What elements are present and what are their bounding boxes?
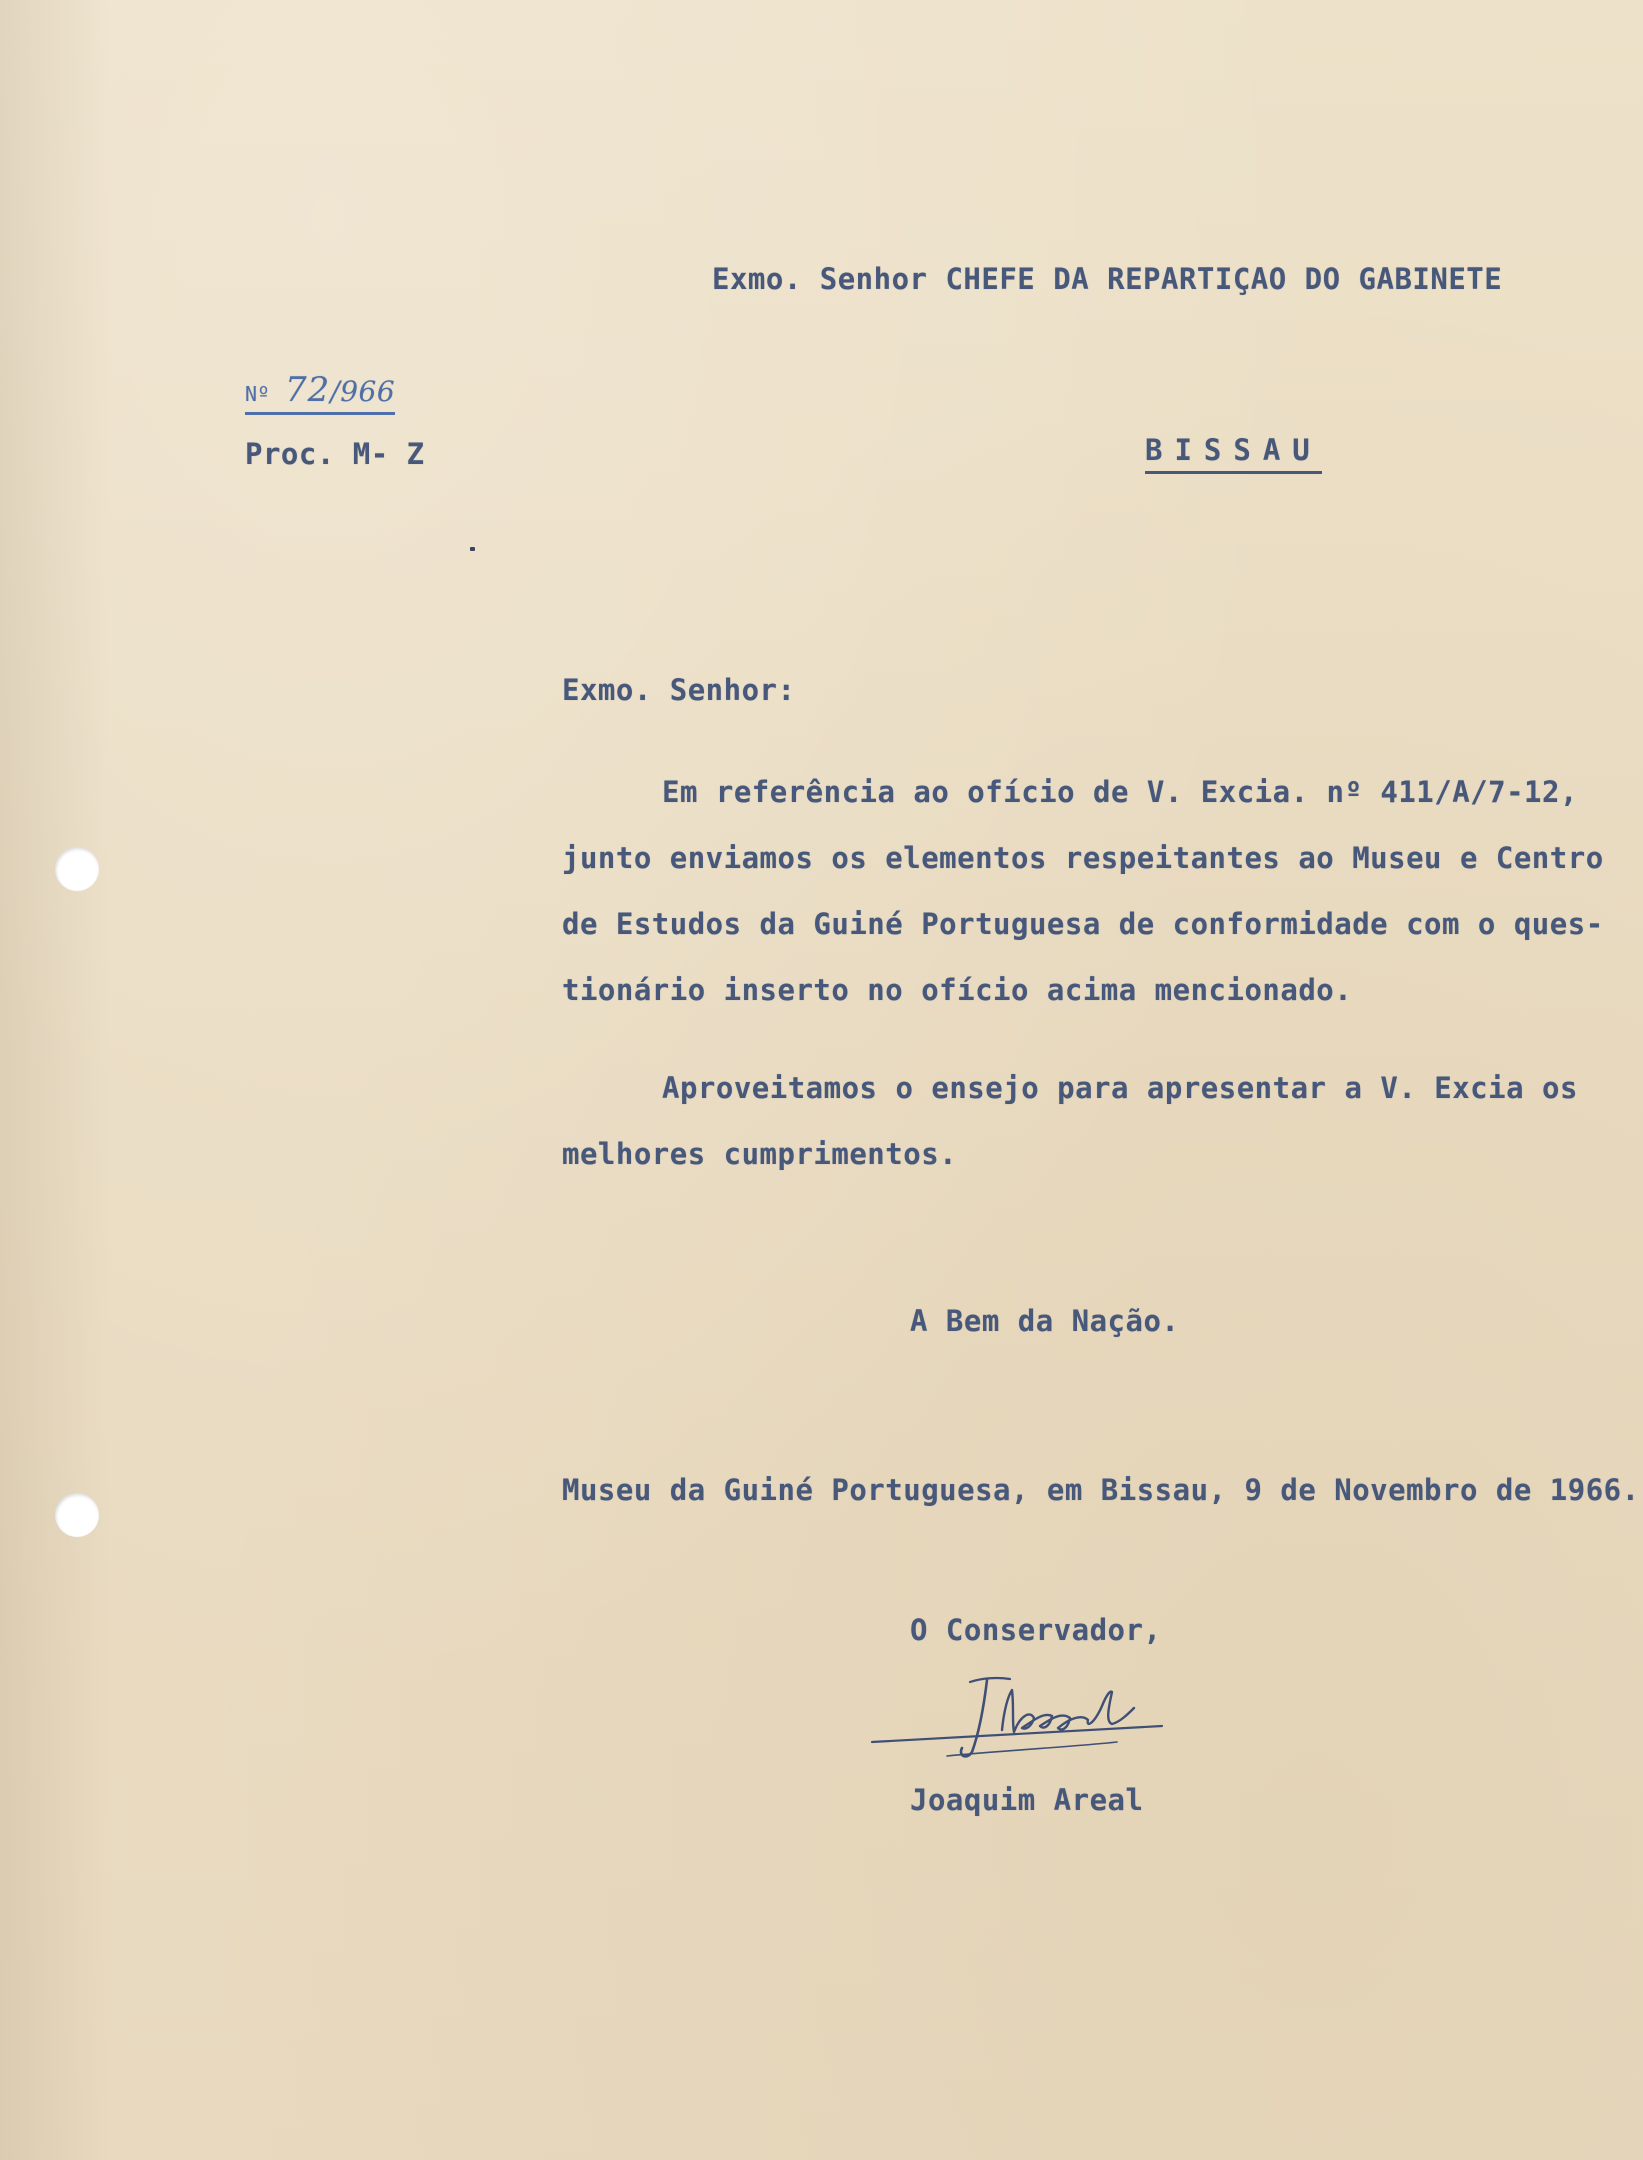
city-heading: BISSAU (1145, 433, 1322, 474)
body-line-4: tionário inserto no ofício acima mencionado. (562, 973, 1353, 1007)
addressee-line: Exmo. Senhor CHEFE DA REPARTIÇAO DO GABINETE (712, 262, 1503, 296)
signatory-name: Joaquim Areal (910, 1783, 1144, 1817)
body-line-3: de Estudos da Guiné Portuguesa de conformidade com o ques- (562, 907, 1604, 941)
body-line-1: Em referência ao ofício de V. Excia. nº 411/A/7-12, (662, 775, 1578, 809)
process-code: Proc. M- Z (245, 437, 425, 471)
handwritten-signature (862, 1660, 1192, 1770)
ink-speck (470, 547, 475, 551)
page-edge-shadow (0, 0, 110, 2160)
reference-number (245, 370, 395, 415)
reference-prefix: Nº (245, 382, 271, 406)
punch-hole-bottom (55, 1493, 99, 1537)
reference-handwritten-number: 72 (285, 370, 331, 410)
punch-hole-top (55, 847, 99, 891)
reference-year: /966 (330, 375, 396, 408)
body-line-2: junto enviamos os elementos respeitantes ao Museu e Centro (562, 841, 1604, 875)
place-and-date: Museu da Guiné Portuguesa, em Bissau, 9 de Novembro de 1966. (562, 1473, 1640, 1507)
closing-formula: A Bem da Nação. (910, 1304, 1180, 1338)
body-line-6: melhores cumprimentos. (562, 1137, 958, 1171)
salutation: Exmo. Senhor: (562, 673, 796, 707)
body-line-5: Aproveitamos o ensejo para apresentar a V. Excia os (662, 1071, 1578, 1105)
signatory-title: O Conservador, (910, 1613, 1162, 1647)
